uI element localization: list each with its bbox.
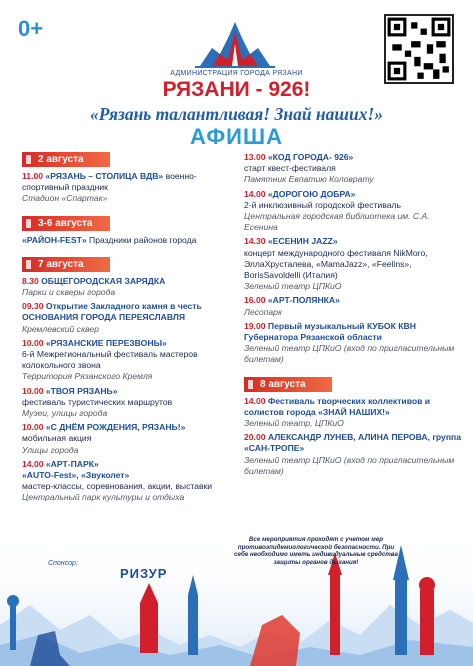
event-description: старт квест-фестиваля — [244, 163, 336, 174]
event-item — [22, 422, 237, 456]
event-title: «ЕСЕНИН JAZZ» — [267, 236, 338, 247]
date-badge: 8 августа — [244, 377, 332, 392]
event-time: 09.30 — [22, 301, 44, 312]
event-time: 14.30 — [244, 236, 266, 247]
event-title: «ТВОЯ РЯЗАНЬ» — [45, 385, 118, 396]
event-description: Праздники районов города — [89, 234, 197, 245]
main-title: РЯЗАНИ - 926! — [162, 78, 311, 101]
event-time: 14.00 — [244, 395, 266, 406]
event-item — [22, 171, 237, 205]
event-time: 8.30 — [22, 275, 39, 286]
event-title: «АРТ-ПОЛЯНКА» — [267, 295, 340, 306]
event-title: ОБЩЕГОРОДСКАЯ ЗАРЯДКА — [41, 275, 166, 286]
event-item — [244, 189, 462, 234]
event-place: Улицы города — [22, 444, 79, 455]
event-time: 16.00 — [244, 295, 266, 306]
event-place: Зеленый театр ЦПКиО (вход по пригласительным билетам) — [244, 343, 455, 365]
event-time: 10.00 — [22, 337, 44, 348]
event-title: «РАЙОН-FEST» — [22, 234, 87, 245]
sponsor-label: Спонсор: — [48, 560, 78, 567]
event-place: Зеленый театр ЦПКиО (вход по пригласительным билетам) — [244, 454, 455, 476]
admin-title: АДМИНИСТРАЦИЯ ГОРОДА РЯЗАНИ — [170, 70, 303, 77]
event-title: «ДОРОГОЮ ДОБРА» — [267, 188, 356, 199]
event-item — [22, 338, 237, 383]
event-place: Зеленый театр ЦПКиО — [244, 281, 342, 292]
event-place: Зеленый театр, ЦПКиО — [244, 418, 344, 429]
event-title: «РЯЗАНСКИЕ ПЕРЕЗВОНЫ» — [45, 337, 167, 348]
event-description: концерт международного фестиваля NikMoro, ЭллаХрусталева, «MamaJazz», «Feelins», BorisSavoldelli (Италия) — [244, 247, 428, 281]
event-title: «С ДНЁМ РОЖДЕНИЯ, РЯЗАНЬ!» — [45, 422, 186, 433]
event-title: «РЯЗАНЬ – СТОЛИЦА ВДВ» — [45, 171, 164, 181]
event-time: 10.00 — [22, 385, 44, 396]
event-item — [244, 236, 462, 292]
event-place: Центральный парк культуры и отдыха — [22, 492, 185, 503]
date-badge: 3-6 августа — [22, 216, 110, 231]
date-badge: 7 августа — [22, 257, 110, 272]
event-item — [22, 235, 237, 246]
event-place: Памятник Евпатию Коловрату — [244, 174, 374, 185]
event-title: АЛЕКСАНДР ЛУНЕВ, АЛИНА ПЕРОВА, группа «САН-ТРОПЕ» — [244, 432, 461, 454]
event-description: фестиваль туристических маршрутов — [22, 396, 173, 407]
event-description: мобильная акция — [22, 433, 92, 444]
event-time: 14.00 — [22, 458, 44, 469]
event-place: Музеи, улицы города — [22, 408, 108, 419]
event-item — [244, 321, 462, 366]
event-place: Территория Рязанского Кремля — [22, 371, 153, 382]
event-title: Открытие Закладного камня в честь ОСНОВАНИЯ ГОРОДА ПЕРЕЯСЛАВЛЯ — [22, 301, 202, 323]
event-time: 20.00 — [244, 432, 266, 443]
age-rating: 0+ — [18, 16, 44, 41]
event-place: Лесопарк — [244, 306, 282, 317]
event-title: «КОД ГОРОДА- 926» — [267, 152, 354, 162]
event-description: военно-спортивный праздник — [22, 171, 197, 193]
safety-note: Все мероприятия проходят с учетом мер противоэпидемиологической безопасности. При себе необходимо иметь индивидуальные средства защиты органов дыхания! — [234, 536, 398, 566]
event-place: Центральная городская библиотека им. С.А. Есенина — [244, 211, 430, 233]
event-time: 11.00 — [22, 171, 44, 181]
event-item — [22, 386, 237, 420]
event-description: 6-й Межрегиональный фестиваль мастеров колокольного звона — [22, 349, 198, 371]
event-description: 2-й инклюзивный городской фестиваль — [244, 199, 401, 210]
slogan: «Рязань талантливая! Знай наших!» — [89, 104, 384, 124]
event-item — [22, 301, 237, 335]
kremlin-logo — [190, 18, 280, 70]
event-place: Парки и скверы города — [22, 287, 116, 298]
event-description: мастер-классы, соревнования, акции, выставки — [22, 481, 213, 492]
event-title: «АРТ-ПАРК» — [45, 458, 99, 469]
left-column — [22, 150, 237, 507]
event-item — [244, 295, 462, 317]
event-title: Первый музыкальный КУБОК КВН Губернатора Рязанской области — [244, 320, 416, 343]
right-column — [244, 152, 462, 480]
afisha-title: АФИША — [190, 124, 283, 149]
event-time: 10.00 — [22, 422, 44, 433]
date-badge: 2 августа — [22, 152, 110, 167]
event-title: Фестиваль творческих коллективов и солистов города «ЗНАЙ НАШИХ!» — [244, 395, 431, 417]
event-item — [22, 276, 237, 298]
event-time: 14.00 — [244, 188, 266, 199]
event-item — [244, 432, 462, 477]
event-item — [22, 459, 237, 504]
event-item — [244, 396, 462, 430]
event-place: Кремлевский сквер — [22, 323, 99, 334]
event-time: 19.00 — [244, 320, 266, 331]
sponsor-name: РИЗУР — [120, 566, 168, 581]
event-subtitle: «AUTO-Fest», «Звуколет» — [22, 470, 130, 481]
event-place: Стадион «Спартак» — [22, 193, 108, 204]
event-item — [244, 152, 462, 186]
event-time: 13.00 — [244, 152, 266, 162]
